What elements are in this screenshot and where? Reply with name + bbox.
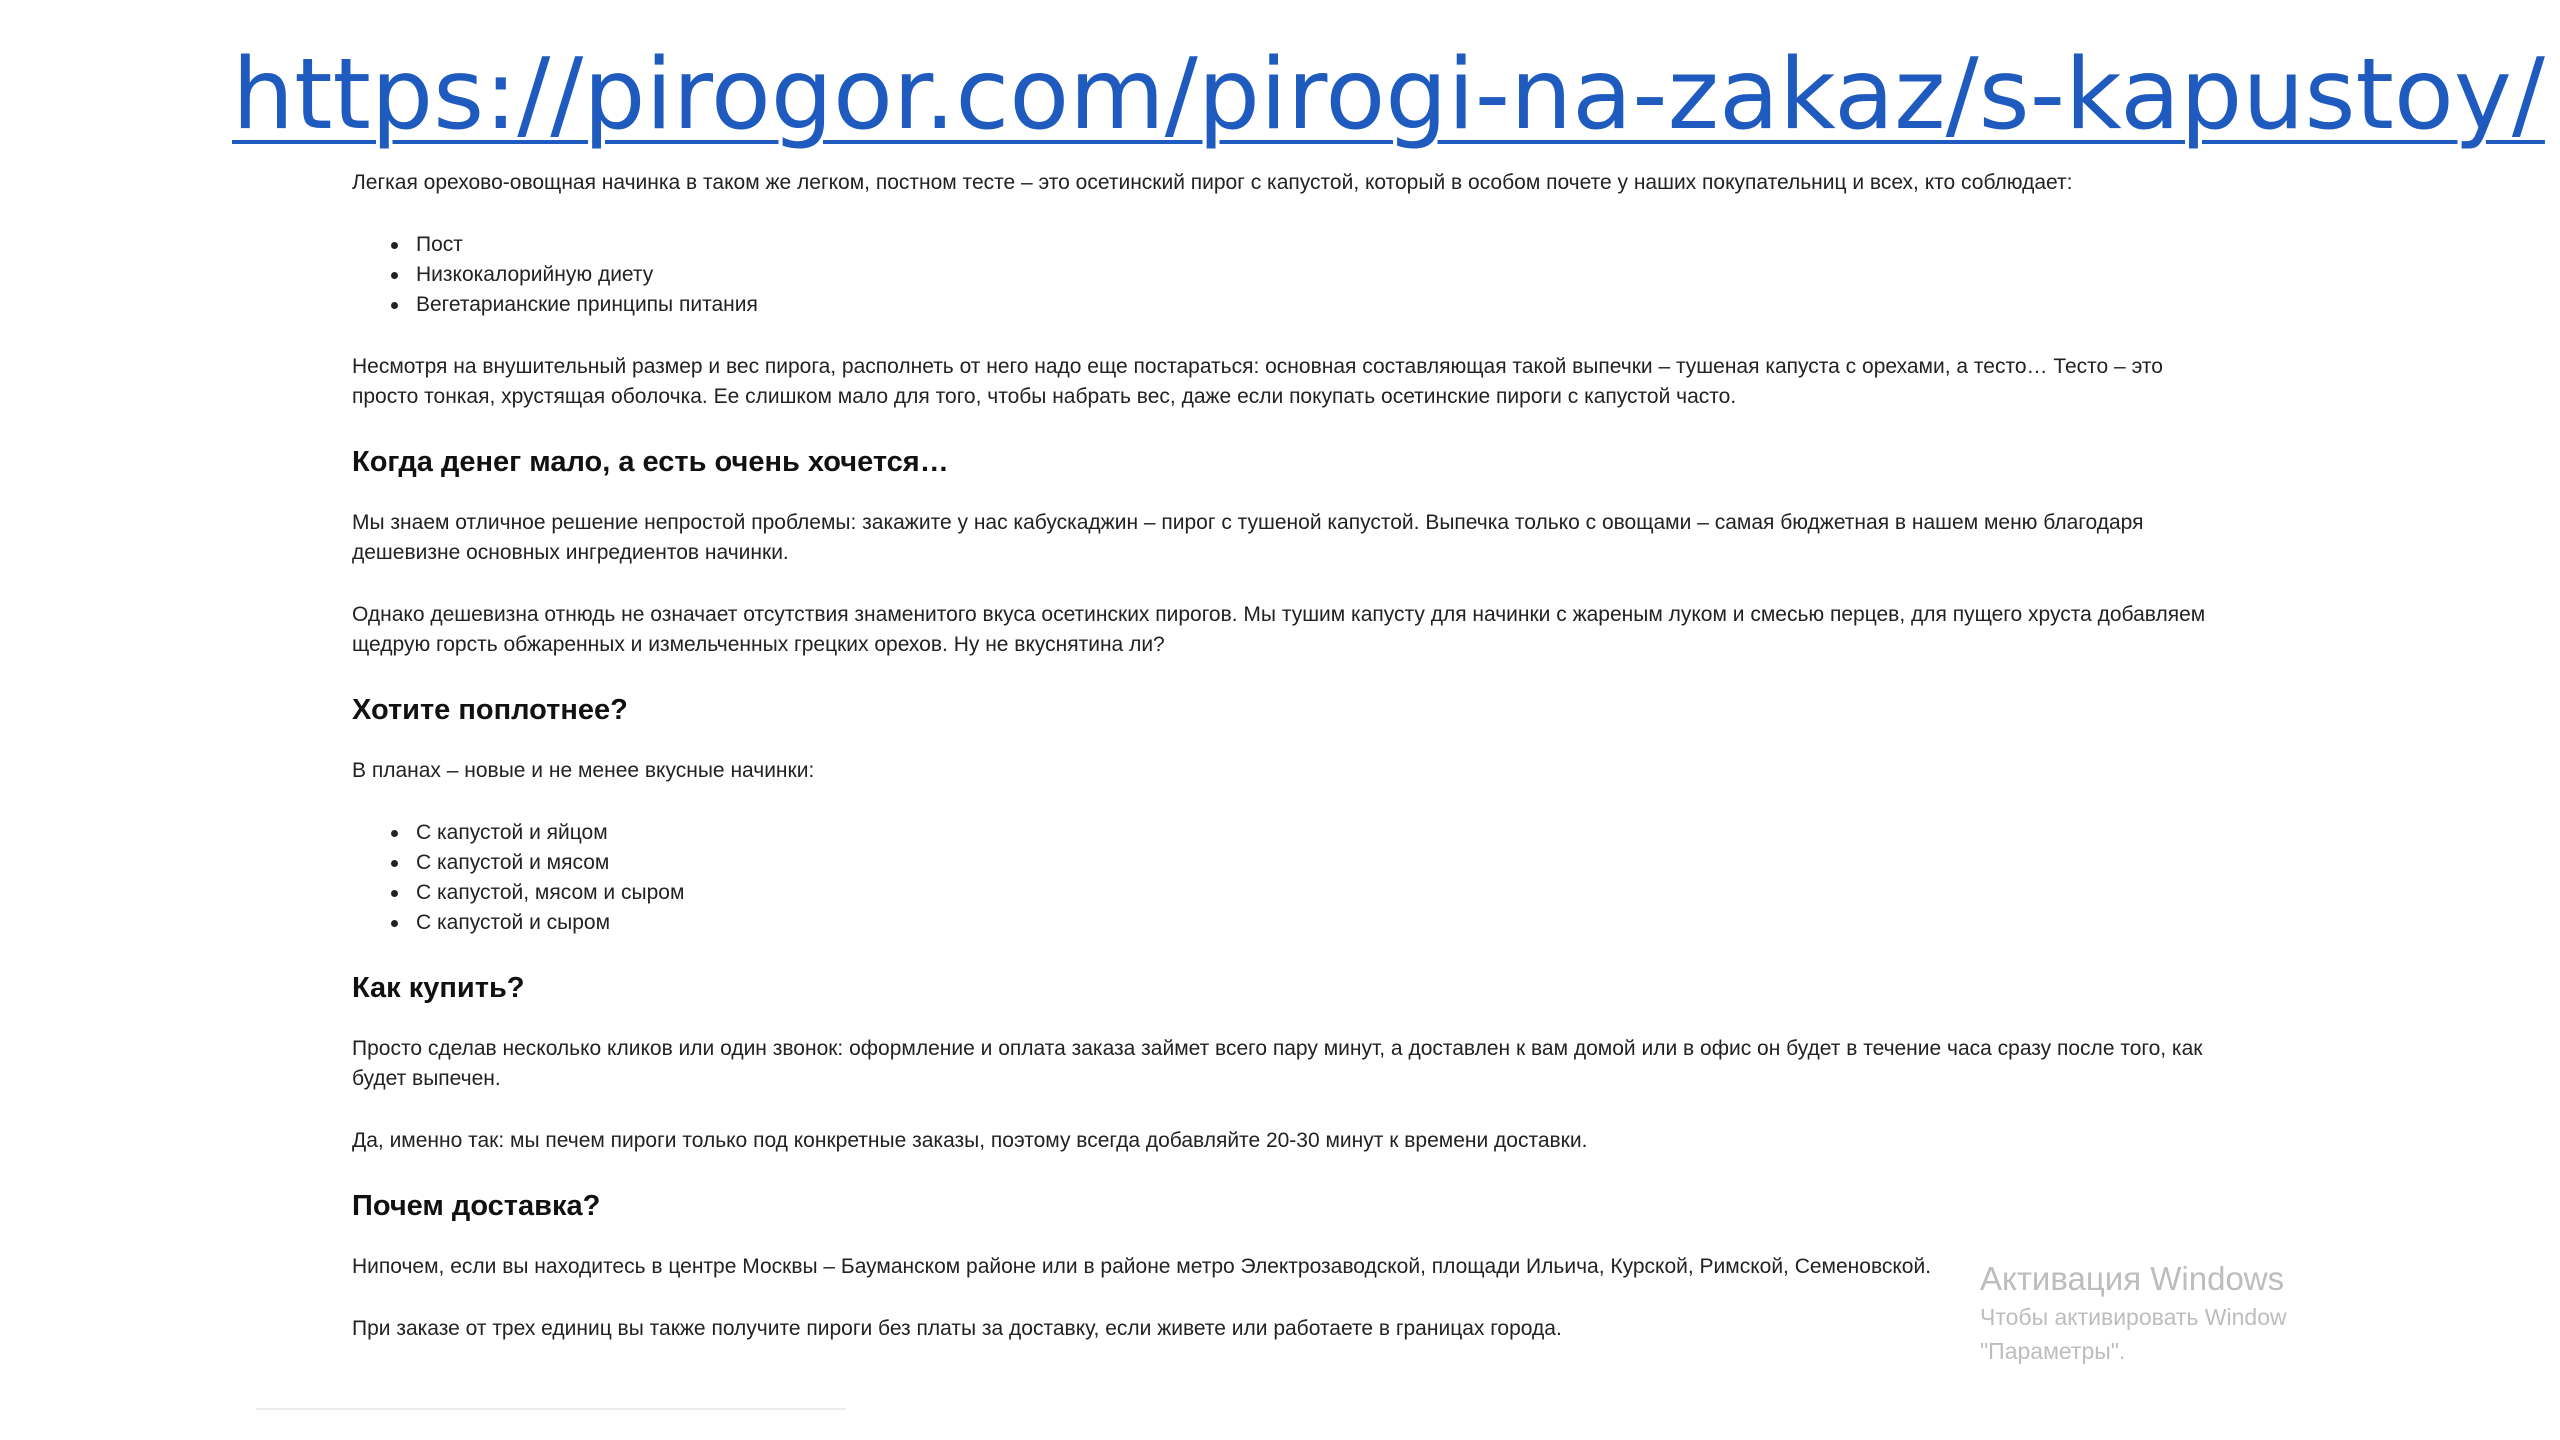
intro-paragraph: Легкая орехово-овощная начинка в таком же легком, постном тесте – это осетинский пирог с капустой, который в особом почете у наших покупательниц и всех, кто соблюдает: (352, 171, 2073, 194)
buy-paragraph-1: Просто сделав несколько кликов или один звонок: оформление и оплата заказа займет всего пару минут, а доставлен к вам домой или в офис он будет в течение часа сразу после того, как будет выпечен. (352, 1037, 2203, 1090)
money-paragraph-2: Однако дешевизна отнюдь не означает отсутствия знаменитого вкуса осетинских пирогов. Мы тушим капусту для начинки с жареным луком и смесью перцев, для пущего хруста добавляем щедрую горсть обжаренных и измельченных грецких орехов. Ну не вкуснятина ли? (352, 603, 2206, 656)
page-url-link[interactable]: https://pirogor.com/pirogi-na-zakaz/s-kapustoy/ (232, 38, 2545, 152)
list-item: Вегетарианские принципы питания (416, 290, 2232, 320)
list-item: Пост (416, 230, 2232, 260)
size-paragraph: Несмотря на внушительный размер и вес пирога, располнеть от него надо еще постараться: основная составляющая такой выпечки – тушеная капуста с орехами, а тесто… Тесто – это просто тонкая, хрустящая оболочка. Ее слишком мало для того, чтобы набрать вес, даже если покупать осетинские пироги с капустой часто. (352, 355, 2163, 408)
fuller-paragraph: В планах – новые и не менее вкусные начинки: (352, 759, 815, 782)
fillings-list (352, 818, 2232, 938)
buy-paragraph-2: Да, именно так: мы печем пироги только под конкретные заказы, поэтому всегда добавляйте 20-30 минут к времени доставки. (352, 1129, 1588, 1152)
watermark-line-1: Чтобы активировать Window (1980, 1304, 2287, 1330)
list-item: С капустой, мясом и сыром (416, 878, 2232, 908)
watermark-line-2: "Параметры". (1980, 1338, 2126, 1364)
list-item: Низкокалорийную диету (416, 260, 2232, 290)
heading-delivery: Почем доставка? (352, 1190, 601, 1222)
watermark-title: Активация Windows (1980, 1260, 2285, 1297)
money-paragraph-1: Мы знаем отличное решение непростой проблемы: закажите у нас кабускаджин – пирог с тушеной капустой. Выпечка только с овощами – самая бюджетная в нашем меню благодаря дешевизне основных ингредиентов начинки. (352, 511, 2144, 564)
list-item: С капустой и сыром (416, 908, 2232, 938)
delivery-paragraph-2: При заказе от трех единиц вы также получите пироги без платы за доставку, если живете или работаете в границах города. (352, 1317, 1562, 1340)
heading-fuller: Хотите поплотнее? (352, 694, 628, 726)
list-item: С капустой и яйцом (416, 818, 2232, 848)
heading-buy: Как купить? (352, 972, 525, 1004)
list-item: С капустой и мясом (416, 848, 2232, 878)
article-body (352, 168, 2232, 1376)
heading-money: Когда денег мало, а есть очень хочется… (352, 446, 949, 478)
delivery-paragraph-1: Нипочем, если вы находитесь в центре Москвы – Бауманском районе или в районе метро Электрозаводской, площади Ильича, Курской, Римской, Семеновской. (352, 1255, 1932, 1278)
bottom-divider (256, 1408, 846, 1410)
diet-list (352, 230, 2232, 320)
